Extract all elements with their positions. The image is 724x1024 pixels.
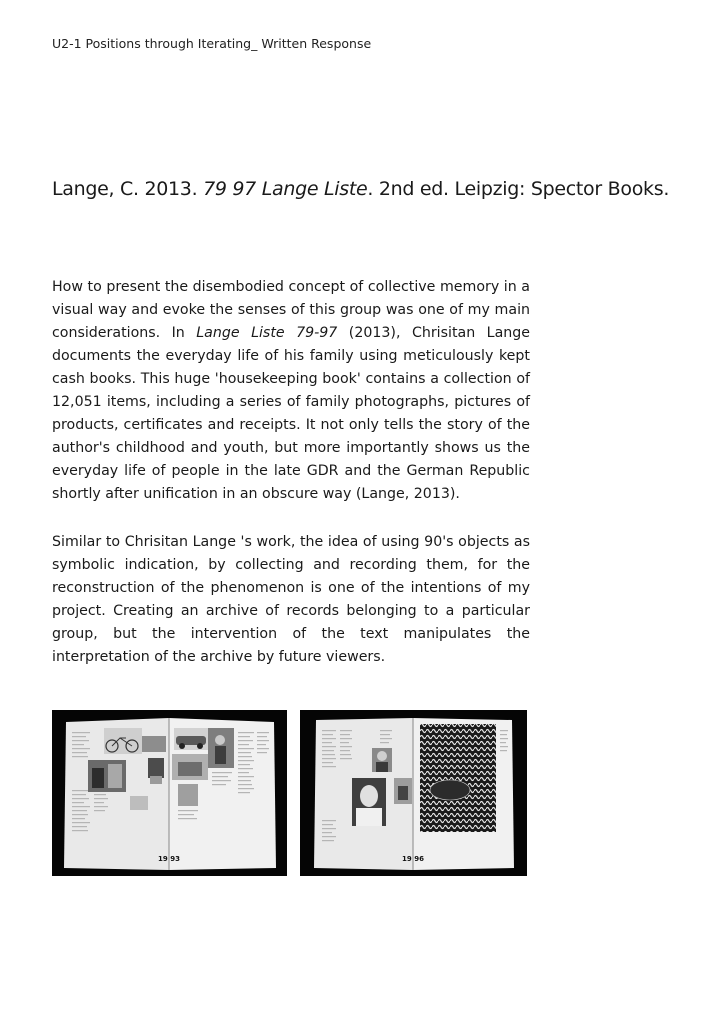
citation-book-title: 79 97 Lange Liste: [203, 178, 368, 200]
paragraph-2: Similar to Chrisitan Lange 's work, the idea of using 90's objects as symbolic indication, by collecting and recording them, for the reconstruction of the phenomenon is one of the intentions of my project. Creating an archive of records belonging to a particular group, but the intervention of the text manipulates the interpretation of the archive by future viewers.: [52, 534, 530, 665]
book-spread-image-2: [300, 710, 527, 876]
citation-text: Lange, C. 2013.: [52, 178, 204, 200]
paragraph-1-italic-title: Lange Liste 79-97: [196, 325, 338, 341]
book-spread-photo-2: [300, 710, 527, 876]
book-spread-photo-1: [52, 710, 287, 876]
paragraph-1-part-1: How to present the disembodied concept of collective memory in a visual way and evoke the senses of this group was one of my main considerations. In: [52, 279, 530, 341]
page-number-2: 19 96: [402, 855, 424, 863]
page-number-1: 19 93: [158, 855, 180, 863]
citation-publisher: . 2nd ed. Leipzig: Spector Books.: [367, 178, 670, 200]
document-header: U2-1 Positions through Iterating_ Written Response: [52, 36, 372, 51]
book-spread-image-1: [52, 710, 287, 876]
paragraph-1-part-2: (2013), Chrisitan Lange documents the everyday life of his family using meticulously kept cash books. This huge 'housekeeping book' contains a collection of 12,051 items, including a series of family photographs, pictures of products, certificates and receipts. It not only tells the story of the author's childhood and youth, but more importantly shows us the everyday life of people in the late GDR and the German Republic shortly after unification in an obscure way (Lange, 2013).: [52, 325, 531, 502]
paragraph-1: [52, 276, 530, 506]
citation: [52, 178, 669, 200]
